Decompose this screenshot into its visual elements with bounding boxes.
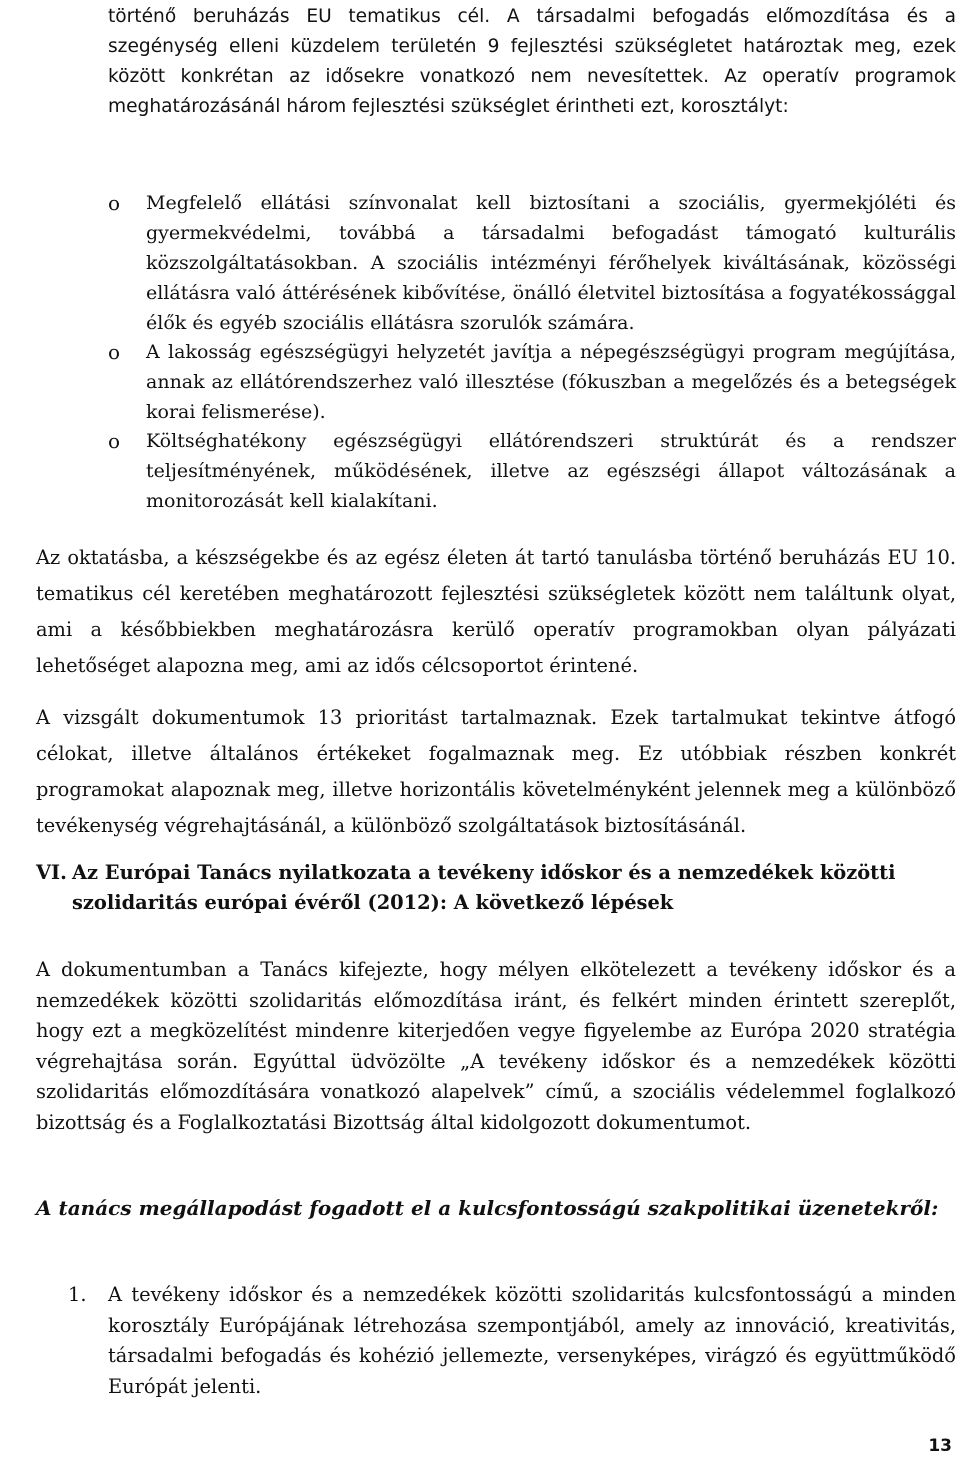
- body-paragraph: Az oktatásba, a készségekbe és az egész életen át tartó tanulásba történő beruházás EU 10. tematikus cél keretében meghatározott fejlesztési szükségletek között nem találtunk olyat, ami a későbbiekben meghatározásra kerülő operatív programokban olyan pályázati lehetőséget alapozna meg, ami az idős célcsoportot érintené.: [36, 546, 956, 677]
- body-paragraph: A dokumentumban a Tanács kifejezte, hogy mélyen elkötelezett a tevékeny időskor és a nemzedékek közötti szolidaritás előmozdítása iránt, és felkért minden érintett szereplőt, hogy ezt a megközelítést mindenre kiterjedően vegye figyelembe az Európa 2020 stratégia végrehajtása során. Egyúttal üdvözölte „A tevékeny időskor és a nemzedékek közötti szolidaritás előmozdítására vonatkozó alapelvek” című, a szociális védelemmel foglalkozó bizottság és a Foglalkoztatási Bizottság által kidolgozott dokumentumot.: [36, 958, 956, 1134]
- bullet-text: Költséghatékony egészségügyi ellátórendszeri struktúrát és a rendszer teljesítményének, működésének, illetve az egészségi állapot változásának a monitorozását kell kialakítani.: [146, 430, 956, 512]
- bullet-marker: o: [108, 340, 121, 364]
- bullet-marker: o: [108, 191, 121, 215]
- section-number: VI.: [36, 861, 67, 884]
- section-title: Az Európai Tanács nyilatkozata a tevékeny időskor és a nemzedékek közötti szolidaritás európai évéről (2012): A következő lépések: [72, 861, 896, 914]
- body-paragraph: A vizsgált dokumentumok 13 prioritást tartalmaznak. Ezek tartalmukat tekintve átfogó célokat, illetve általános értékeket fogalmaznak meg. Ez utóbbiak részben konkrét programokat alapoznak meg, illetve horizontális követelményként jelennek meg a különböző tevékenység végrehajtásánál, a különböző szolgáltatások biztosításánál.: [36, 706, 956, 837]
- list-number: 1.: [68, 1283, 87, 1306]
- emphasis-paragraph: A tanács megállapodást fogadott el a kulcsfontosságú szakpolitikai üzenetekről:: [36, 1196, 939, 1220]
- list-text: A tevékeny időskor és a nemzedékek közötti szolidaritás kulcsfontosságú a minden korosztály Európájának létrehozása szempontjából, amely az innováció, kreativitás, társadalmi befogadás és kohézió jellemezte, versenyképes, virágzó és együttműködő Európát jelenti.: [108, 1283, 956, 1398]
- bullet-marker: o: [108, 429, 121, 453]
- bullet-text: Megfelelő ellátási színvonalat kell biztosítani a szociális, gyermekjóléti és gyermekvédelmi, továbbá a társadalmi befogadást támogató kulturális közszolgáltatásokban. A szociális intézményi férőhelyek kiváltásának, közösségi ellátásra való áttérésének kibővítése, önálló életvitel biztosítása a fogyatékossággal élők és egyéb szociális ellátásra szorulók számára.: [146, 192, 956, 334]
- page-number: 13: [928, 1436, 952, 1456]
- bullet-text: A lakosság egészségügyi helyzetét javítja a népegészségügyi program megújítása, annak az ellátórendszerhez való illesztése (fókuszban a megelőzés és a betegségek korai felismerése).: [146, 341, 956, 423]
- intro-paragraph: történő beruházás EU tematikus cél. A társadalmi befogadás előmozdítása és a szegénység elleni küzdelem területén 9 fejlesztési szükségletet határoztak meg, ezek között konkrétan az idősekre vonatkozó nem nevesítettek. Az operatív programok meghatározásánál három fejlesztési szükséglet érintheti ezt, korosztályt:: [108, 6, 956, 117]
